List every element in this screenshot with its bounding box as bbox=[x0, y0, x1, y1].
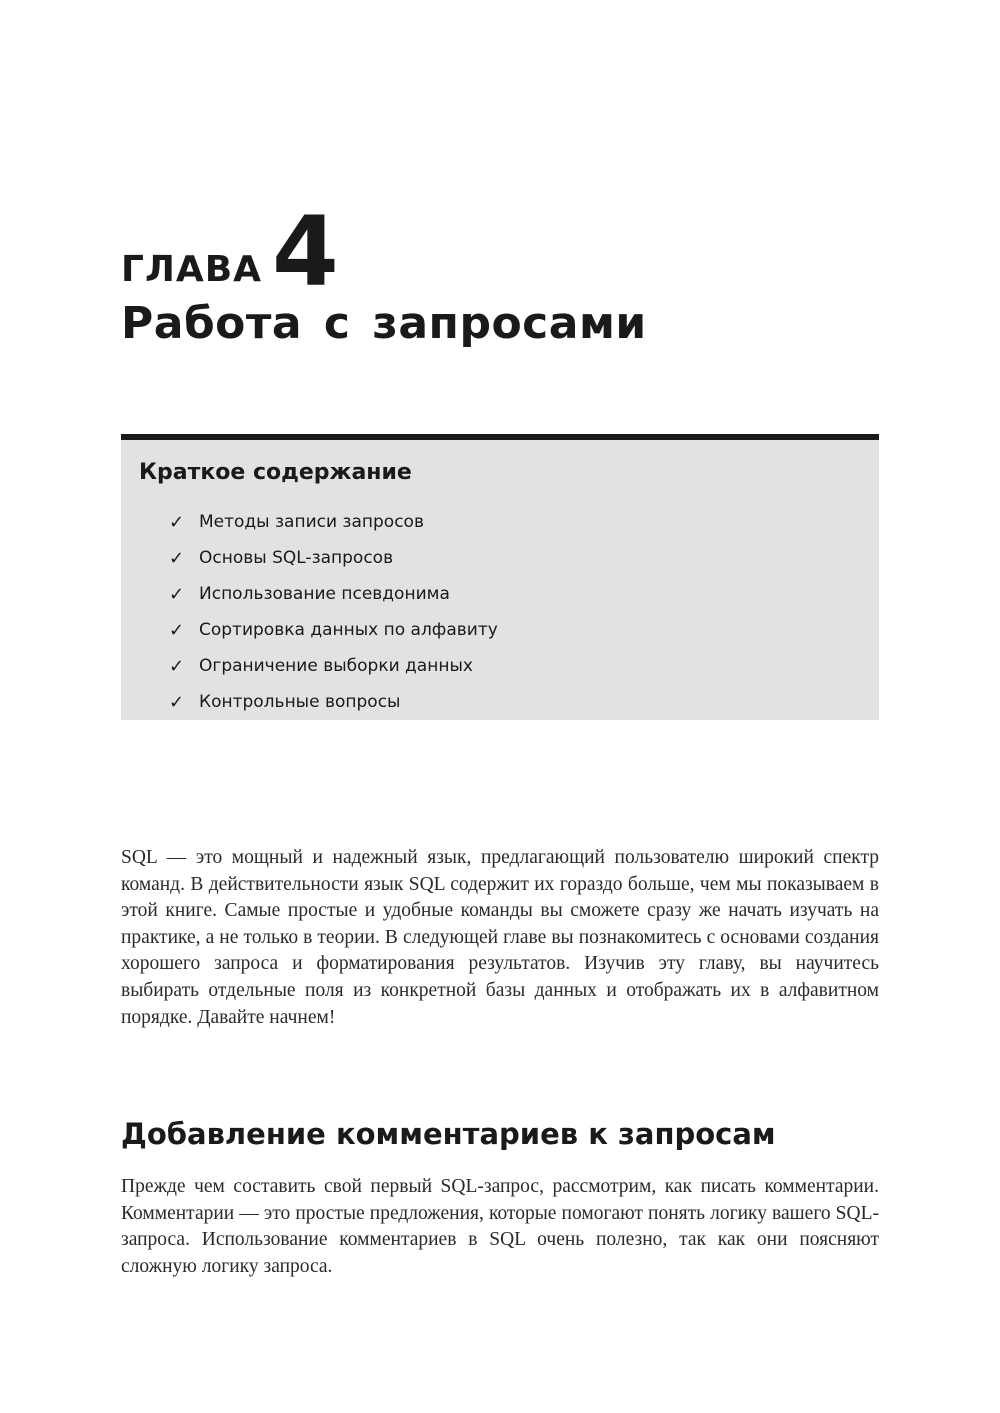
chapter-title: Работа с запросами bbox=[121, 298, 647, 349]
summary-item bbox=[169, 540, 498, 576]
summary-heading: Краткое содержание bbox=[139, 460, 412, 485]
checkmark-icon: ✓ bbox=[169, 619, 185, 641]
summary-item bbox=[169, 504, 498, 540]
checkmark-icon: ✓ bbox=[169, 691, 185, 713]
summary-item bbox=[169, 684, 498, 720]
checkmark-icon: ✓ bbox=[169, 511, 185, 533]
summary-item-label: Основы SQL-запросов bbox=[199, 548, 394, 568]
summary-item bbox=[169, 648, 498, 684]
checkmark-icon: ✓ bbox=[169, 547, 185, 569]
summary-item-label: Сортировка данных по алфавиту bbox=[199, 620, 498, 640]
summary-item-label: Ограничение выборки данных bbox=[199, 656, 473, 676]
chapter-number: 4 bbox=[272, 196, 339, 309]
summary-item-label: Контрольные вопросы bbox=[199, 692, 401, 712]
summary-item-label: Использование псевдонима bbox=[199, 584, 450, 604]
summary-item bbox=[169, 612, 498, 648]
checkmark-icon: ✓ bbox=[169, 655, 185, 677]
section-heading: Добавление комментариев к запросам bbox=[121, 1117, 776, 1151]
section-paragraph: Прежде чем составить свой первый SQL-запрос, рассмотрим, как писать комментарии. Комментарии — это простые предложения, которые помогают понять логику вашего SQL-запроса. Использование комментариев в SQL очень полезно, так как они поясняют сложную логику запроса. bbox=[121, 1176, 879, 1277]
summary-item-label: Методы записи запросов bbox=[199, 512, 424, 532]
summary-box bbox=[121, 434, 879, 720]
intro-paragraph: SQL — это мощный и надежный язык, предлагающий пользователю широкий спектр команд. В действительности язык SQL содержит их гораздо больше, чем мы показываем в этой книге. Самые простые и удобные команды вы сможете сразу же начать изучать на практике, а не только в теории. В следующей главе вы познакомитесь с основами создания хорошего запроса и форматирования результатов. Изучив эту главу, вы научитесь выбирать отдельные поля из конкретной базы данных и отображать их в алфавитном порядке. Давайте начнем! bbox=[121, 847, 879, 1028]
summary-item bbox=[169, 576, 498, 612]
chapter-word: ГЛАВА bbox=[121, 249, 263, 290]
summary-list bbox=[169, 504, 498, 720]
chapter-label bbox=[121, 196, 339, 309]
checkmark-icon: ✓ bbox=[169, 583, 185, 605]
